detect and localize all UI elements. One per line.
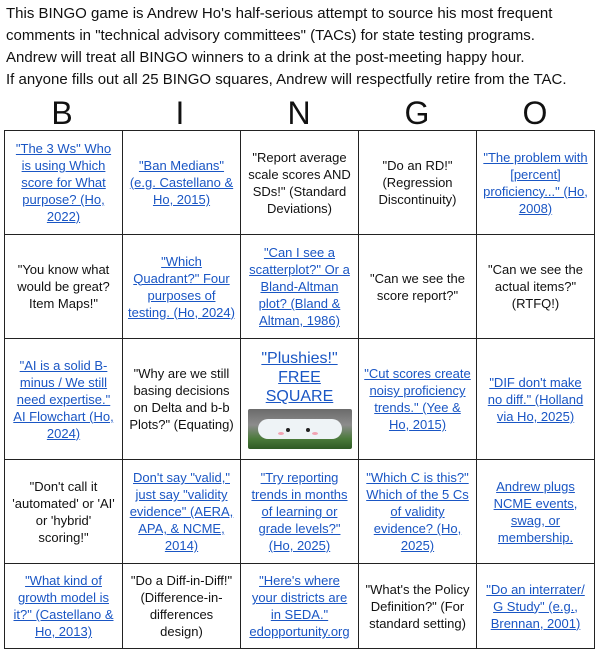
bingo-square — [359, 339, 477, 460]
square-link[interactable]: "Here's where your districts are in SEDA." edopportunity.org — [249, 573, 350, 640]
intro-line-2: comments in "technical advisory committees" (TACs) for state testing programs. — [6, 27, 535, 44]
bingo-row — [5, 339, 595, 460]
square-link[interactable]: "Do an interrater/ G Study" (e.g., Brennan, 2001) — [486, 581, 585, 631]
letter-o: O — [522, 95, 549, 131]
bingo-header — [4, 96, 595, 130]
bingo-square — [123, 131, 241, 235]
bingo-grid — [4, 130, 595, 649]
intro-line-4: If anyone fills out all 25 BINGO squares, Andrew will respectfully retire from the TAC. — [6, 71, 567, 88]
square-text: "Report average scale scores AND SDs!" (Standard Deviations) — [248, 149, 351, 216]
bingo-square — [5, 339, 123, 460]
free-square — [241, 339, 359, 460]
square-link[interactable]: "AI is a solid B-minus / We still need expertise." AI Flowchart (Ho, 2024) — [13, 357, 114, 441]
square-text: "Do an RD!" (Regression Discontinuity) — [378, 158, 457, 208]
bingo-square — [5, 235, 123, 339]
plushie-photo — [248, 409, 352, 449]
square-text: "What's the Policy Definition?" (For standard setting) — [365, 581, 470, 631]
square-link[interactable]: Andrew plugs NCME events, swag, or membership. — [493, 478, 578, 545]
square-link[interactable]: "Which Quadrant?" Four purposes of testing. (Ho, 2024) — [128, 253, 235, 320]
bingo-square — [477, 131, 595, 235]
bingo-row — [5, 235, 595, 339]
square-link[interactable]: "Ban Medians" (e.g. Castellano & Ho, 2015) — [129, 158, 234, 208]
square-link[interactable]: "The 3 Ws" Who is using Which score for What purpose? (Ho, 2022) — [15, 141, 112, 225]
bingo-square — [241, 564, 359, 649]
letter-i: I — [175, 95, 186, 131]
square-link[interactable]: "Can I see a scatterplot?" Or a Bland-Altman plot? (Bland & Altman, 1986) — [249, 245, 350, 329]
square-link[interactable]: "DIF don't make no diff." (Holland via Ho, 2025) — [487, 374, 584, 424]
bingo-row — [5, 564, 595, 649]
bingo-square — [359, 564, 477, 649]
bingo-square — [241, 235, 359, 339]
square-link[interactable]: "Which C is this?" Which of the 5 Cs of validity evidence? (Ho, 2025) — [366, 470, 469, 554]
square-link[interactable]: "Try reporting trends in months of learning or grade levels?" (Ho, 2025) — [251, 470, 348, 554]
bingo-square — [123, 460, 241, 564]
square-text: "You know what would be great? Item Maps!" — [17, 262, 110, 312]
bingo-square — [5, 131, 123, 235]
intro-text — [6, 3, 594, 91]
bingo-square — [241, 131, 359, 235]
letter-b: B — [51, 95, 74, 131]
square-link[interactable]: "What kind of growth model is it?" (Castellano & Ho, 2013) — [13, 573, 114, 640]
bingo-square — [123, 564, 241, 649]
letter-n: N — [287, 95, 312, 131]
square-link[interactable]: Don't say "valid," just say "validity evidence" (AERA, APA, & NCME, 2014) — [129, 470, 234, 554]
bingo-square — [477, 339, 595, 460]
bingo-square — [359, 131, 477, 235]
bingo-square — [477, 235, 595, 339]
intro-line-3: Andrew will treat all BINGO winners to a drink at the post-meeting happy hour. — [6, 49, 525, 66]
intro-line-1: This BINGO game is Andrew Ho's half-serious attempt to source his most frequent — [6, 5, 553, 22]
square-text: "Can we see the actual items?" (RTFQ!) — [488, 262, 583, 312]
letter-g: G — [404, 95, 431, 131]
bingo-square — [477, 460, 595, 564]
bingo-square — [359, 235, 477, 339]
bingo-square — [123, 235, 241, 339]
bingo-row — [5, 460, 595, 564]
square-link[interactable]: "The problem with [percent] proficiency..." (Ho, 2008) — [483, 149, 588, 216]
bingo-square — [359, 460, 477, 564]
square-text: "Can we see the score report?" — [370, 270, 465, 303]
bingo-square — [5, 564, 123, 649]
square-text: "Don't call it 'automated' or 'AI' or 'hybrid' scoring!" — [12, 478, 115, 545]
bingo-square — [241, 460, 359, 564]
bingo-square — [477, 564, 595, 649]
square-text: "Why are we still basing decisions on Delta and b-b Plots?" (Equating) — [129, 366, 234, 433]
bingo-row — [5, 131, 595, 235]
bingo-square — [123, 339, 241, 460]
bingo-square — [5, 460, 123, 564]
free-square-link[interactable]: "Plushies!" FREE SQUARE — [261, 350, 338, 406]
square-text: "Do a Diff-in-Diff!" (Difference-in-differences design) — [130, 573, 233, 640]
square-link[interactable]: "Cut scores create noisy proficiency trends." (Yee & Ho, 2015) — [364, 366, 471, 433]
